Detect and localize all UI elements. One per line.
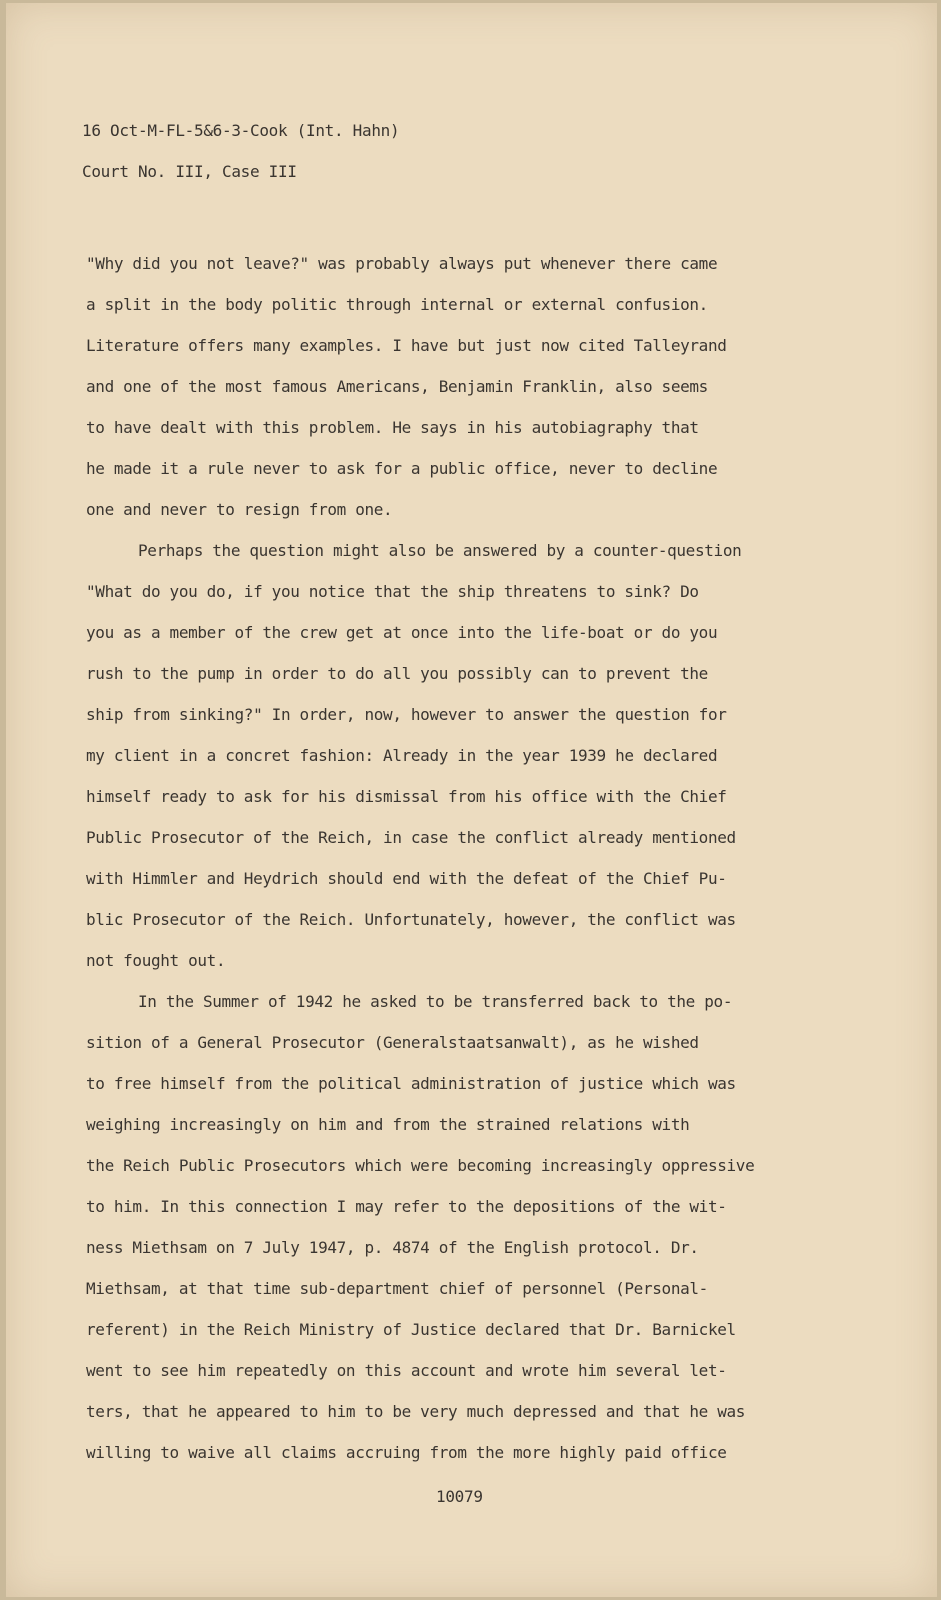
text-line: ters, that he appeared to him to be very much depressed and that he was [86,1402,746,1421]
text-line: himself ready to ask for his dismissal from his office with the Chief [86,787,727,806]
text-line: my client in a concret fashion: Already in the year 1939 he declared [86,746,718,765]
text-line: with Himmler and Heydrich should end with the defeat of the Chief Pu- [86,869,727,888]
text-line: to have dealt with this problem. He says in his autobiagraphy that [86,418,699,437]
text-line: not fought out. [86,951,226,970]
text-line: to him. In this connection I may refer to the depositions of the wit- [86,1197,727,1216]
paragraph [86,530,846,981]
text-line: weighing increasingly on him and from the strained relations with [86,1115,690,1134]
text-line: willing to waive all claims accruing from the more highly paid office [86,1443,727,1462]
document-page [6,3,937,1597]
paragraph [86,981,846,1473]
page-number: 10079 [436,1487,483,1506]
body-text [86,243,846,1473]
paragraph [86,243,846,530]
text-line: to free himself from the political administration of justice which was [86,1074,736,1093]
text-line: the Reich Public Prosecutors which were becoming increasingly oppressive [86,1156,755,1175]
text-line: a split in the body politic through internal or external confusion. [86,295,708,314]
text-line: Perhaps the question might also be answered by a counter-question [138,541,742,560]
text-line: he made it a rule never to ask for a public office, never to decline [86,459,718,478]
header-reference: 16 Oct-M-FL-5&6-3-Cook (Int. Hahn) [82,121,400,140]
text-line: ness Miethsam on 7 July 1947, p. 4874 of the English protocol. Dr. [86,1238,699,1257]
text-line: "Why did you not leave?" was probably always put whenever there came [86,254,718,273]
text-line: you as a member of the crew get at once into the life-boat or do you [86,623,718,642]
text-line: Public Prosecutor of the Reich, in case the conflict already mentioned [86,828,736,847]
text-line: referent) in the Reich Ministry of Justice declared that Dr. Barnickel [86,1320,736,1339]
header-court: Court No. III, Case III [82,162,297,181]
text-line: ship from sinking?" In order, now, however to answer the question for [86,705,727,724]
text-line: Literature offers many examples. I have but just now cited Talleyrand [86,336,727,355]
text-line: In the Summer of 1942 he asked to be transferred back to the po- [138,992,733,1011]
text-line: blic Prosecutor of the Reich. Unfortunately, however, the conflict was [86,910,736,929]
text-line: rush to the pump in order to do all you possibly can to prevent the [86,664,708,683]
text-line: and one of the most famous Americans, Benjamin Franklin, also seems [86,377,708,396]
text-line: one and never to resign from one. [86,500,393,519]
text-line: went to see him repeatedly on this account and wrote him several let- [86,1361,727,1380]
text-line: sition of a General Prosecutor (Generalstaatsanwalt), as he wished [86,1033,699,1052]
text-line: "What do you do, if you notice that the ship threatens to sink? Do [86,582,699,601]
text-line: Miethsam, at that time sub-department chief of personnel (Personal- [86,1279,708,1298]
